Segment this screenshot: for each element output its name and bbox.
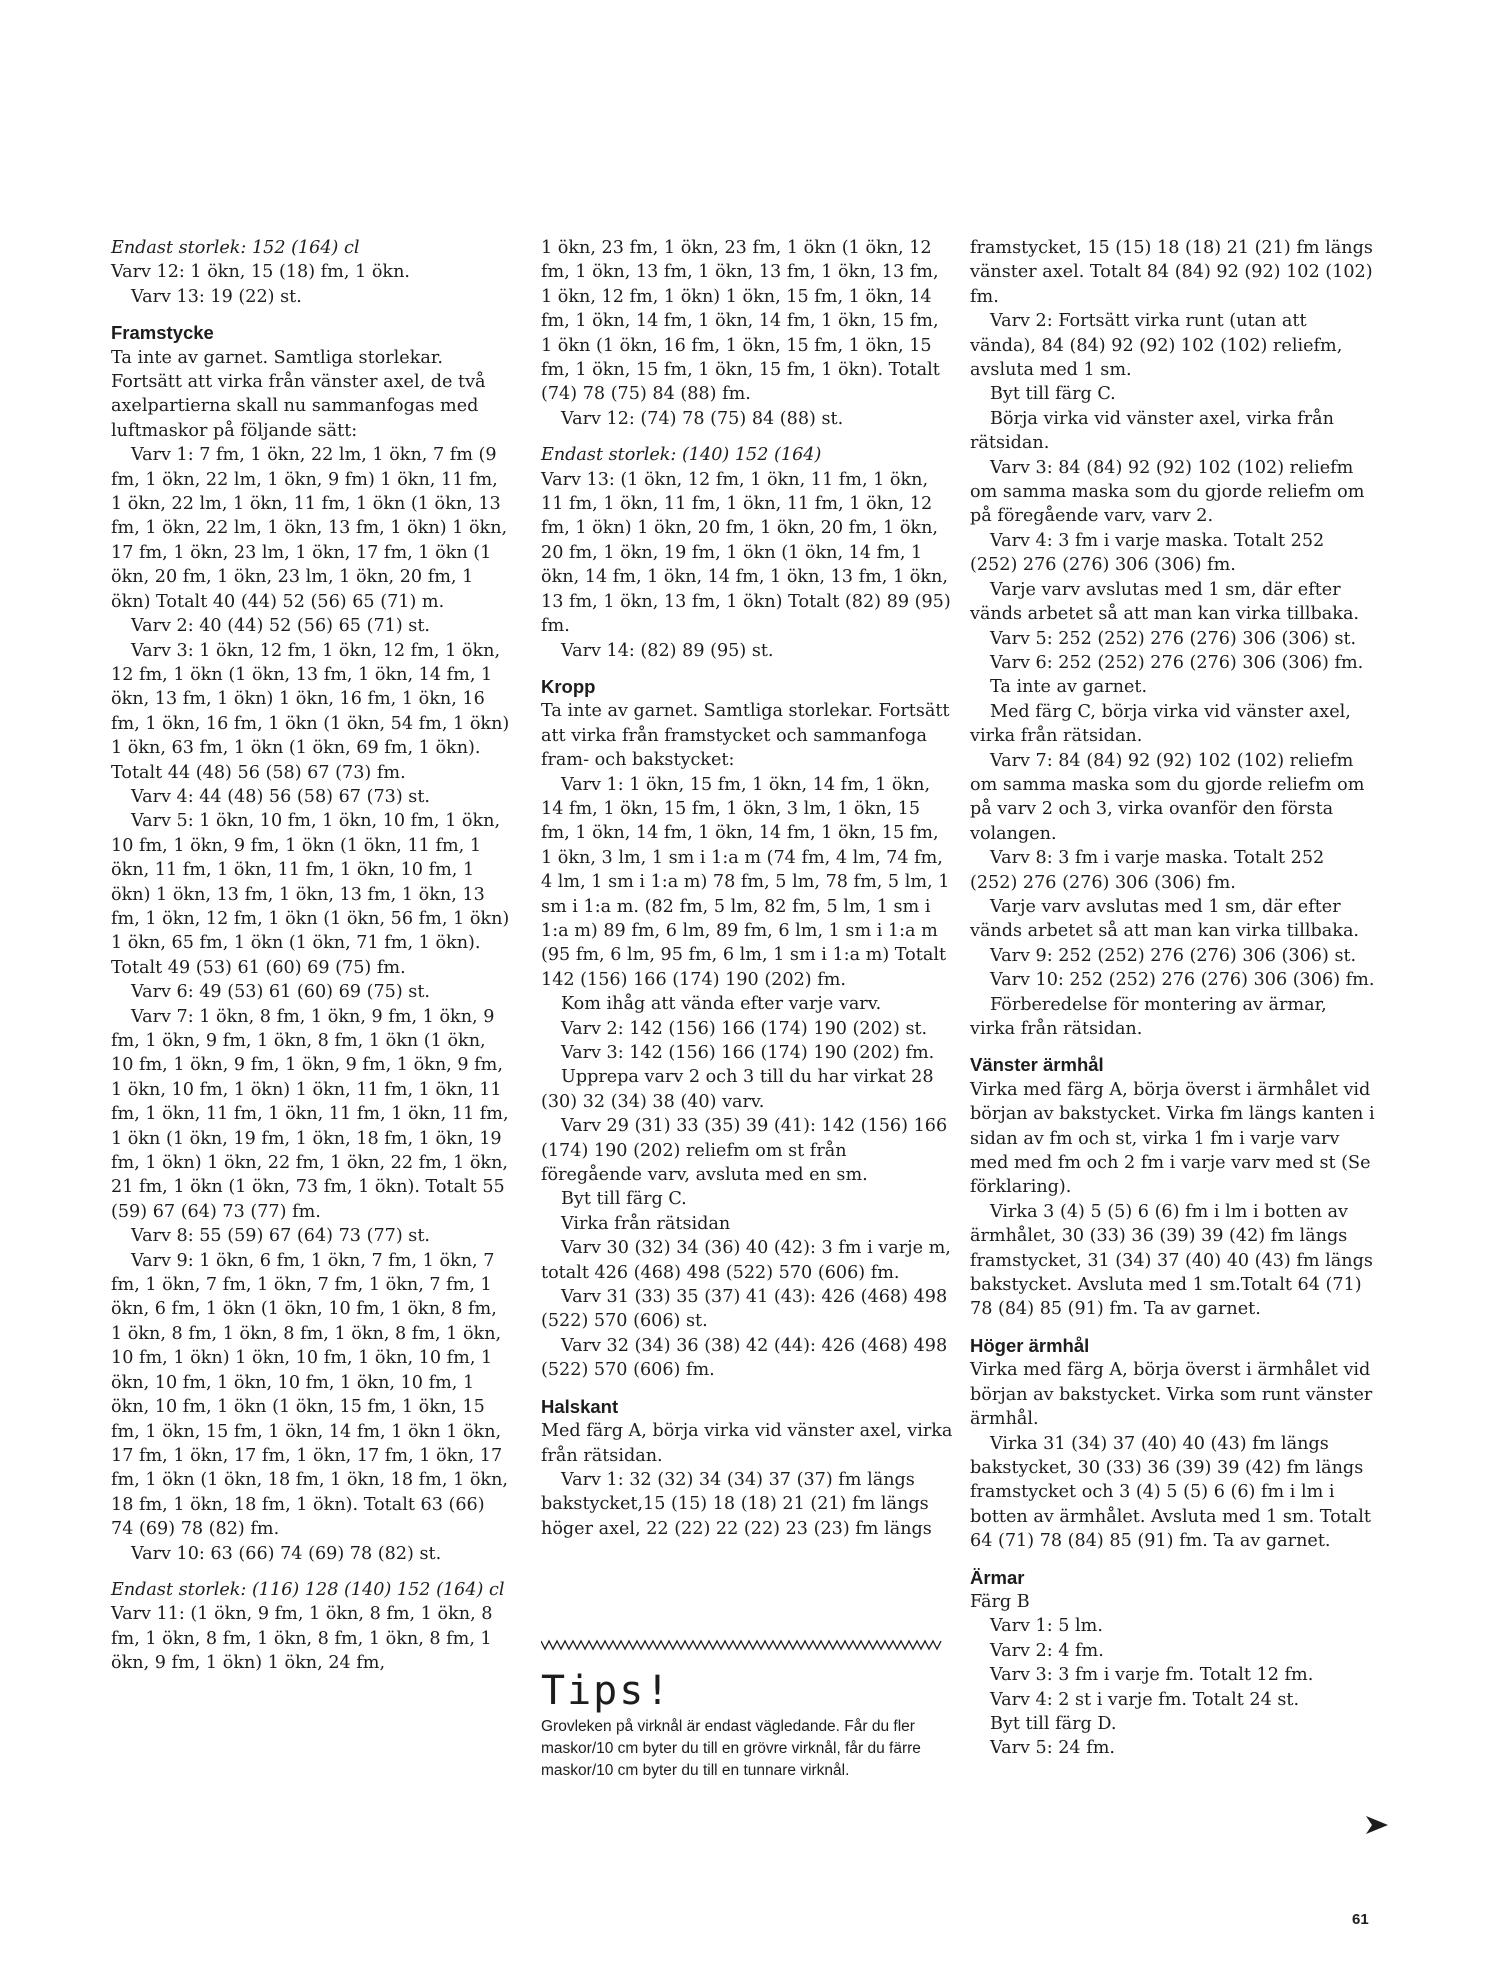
instruction-paragraph: Varv 14: (82) 89 (95) st.: [561, 640, 774, 661]
tips-box: [541, 1638, 953, 1782]
instruction-paragraph: Varv 3: 84 (84) 92 (92) 102 (102) reliefm om samma maska som du gjorde reliefm om på föregående varv, varv 2.: [970, 457, 1365, 527]
instruction-paragraph: Varv 5: 24 fm.: [990, 1738, 1116, 1759]
instruction-paragraph: Med färg A, börja virka vid vänster axel, virka från rätsidan.: [541, 1421, 953, 1466]
instruction-paragraph: Förberedelse för montering av ärmar, virka från rätsidan.: [970, 994, 1327, 1039]
instruction-paragraph: Varv 3: 3 fm i varje fm. Totalt 12 fm.: [990, 1665, 1314, 1686]
size-note: Endast storlek: (116) 128 (140) 152 (164) cl: [111, 1579, 505, 1600]
instruction-paragraph: Varv 29 (31) 33 (35) 39 (41): 142 (156) 166 (174) 190 (202) reliefm om st från föregående varv, avsluta med en sm.: [541, 1116, 948, 1186]
instruction-paragraph: Varv 8: 3 fm i varje maska. Totalt 252 (252) 276 (276) 306 (306) fm.: [970, 848, 1325, 893]
instruction-paragraph: Kom ihåg att vända efter varje varv.: [561, 994, 882, 1015]
instruction-paragraph: Byt till färg C.: [561, 1189, 687, 1210]
instruction-paragraph: Ta inte av garnet. Samtliga storlekar. Fortsätt att virka från framstycket och sammanfoga fram- och bakstycket:: [541, 701, 950, 771]
instruction-paragraph: Varv 5: 252 (252) 276 (276) 306 (306) st.: [990, 628, 1357, 649]
instruction-paragraph: Varv 10: 63 (66) 74 (69) 78 (82) st.: [131, 1543, 442, 1564]
instruction-paragraph: Varv 3: 142 (156) 166 (174) 190 (202) fm.: [561, 1043, 935, 1063]
instruction-paragraph: Varv 8: 55 (59) 67 (64) 73 (77) st.: [131, 1226, 430, 1247]
instruction-paragraph: Varv 1: 7 fm, 1 ökn, 22 lm, 1 ökn, 7 fm (9 fm, 1 ökn, 22 lm, 1 ökn, 9 fm) 1 ökn, 11 fm, 1 ökn, 22 lm, 1 ökn, 11 fm, 1 ökn (1 ökn, 13 fm, 1 ökn, 22 lm, 1 ökn, 13 fm, 1 ökn) 1 ökn, 17 fm, 1 ökn, 23 lm, 1 ökn, 17 fm, 1 ökn (1 ökn, 20 fm, 1 ökn, 23 lm, 1 ökn, 20 fm, 1 ökn) Totalt 40 (44) 52 (56) 65 (71) m.: [111, 445, 508, 612]
text-column-3: [970, 236, 1375, 1761]
instruction-paragraph: Varv 1: 5 lm.: [990, 1616, 1103, 1637]
instruction-paragraph: Varv 10: 252 (252) 276 (276) 306 (306) fm.: [990, 970, 1375, 991]
text-column-2: [541, 236, 953, 1541]
zigzag-divider: [541, 1638, 945, 1652]
section-heading: Halskant: [541, 1395, 619, 1417]
instruction-paragraph: Varv 6: 252 (252) 276 (276) 306 (306) fm.: [990, 652, 1364, 673]
tips-title: Tips!: [541, 1668, 672, 1714]
instruction-paragraph: Varv 11: (1 ökn, 9 fm, 1 ökn, 8 fm, 1 ökn, 8 fm, 1 ökn, 8 fm, 1 ökn, 8 fm, 1 ökn, 8 fm, 1 ökn, 9 fm, 1 ökn) 1 ökn, 24 fm,: [111, 1604, 493, 1674]
instruction-paragraph: Varv 2: 4 fm.: [990, 1640, 1104, 1661]
instruction-paragraph: 1 ökn, 23 fm, 1 ökn, 23 fm, 1 ökn (1 ökn, 12 fm, 1 ökn, 13 fm, 1 ökn, 13 fm, 1 ökn, 13 fm, 1 ökn, 12 fm, 1 ökn) 1 ökn, 15 fm, 1 ökn, 14 fm, 1 ökn, 14 fm, 1 ökn, 14 fm, 1 ökn, 15 fm, 1 ökn (1 ökn, 16 fm, 1 ökn, 15 fm, 1 ökn, 15 fm, 1 ökn, 15 fm, 1 ökn, 15 fm, 1 ökn). Totalt (74) 78 (75) 84 (88) fm.: [541, 238, 940, 405]
size-note: Endast storlek: (140) 152 (164): [541, 445, 822, 466]
instruction-paragraph: Varv 31 (33) 35 (37) 41 (43): 426 (468) 498 (522) 570 (606) st.: [541, 1287, 948, 1332]
instruction-paragraph: Varv 3: 1 ökn, 12 fm, 1 ökn, 12 fm, 1 ökn, 12 fm, 1 ökn (1 ökn, 13 fm, 1 ökn, 14 fm, 1 ökn, 13 fm, 1 ökn) 1 ökn, 16 fm, 1 ökn, 16 fm, 1 ökn, 16 fm, 1 ökn (1 ökn, 54 fm, 1 ökn) 1 ökn, 63 fm, 1 ökn (1 ökn, 69 fm, 1 ökn). Totalt 44 (48) 56 (58) 67 (73) fm.: [111, 640, 510, 783]
instruction-paragraph: Varv 13: 19 (22) st.: [131, 286, 302, 307]
instruction-paragraph: Varv 1: 1 ökn, 15 fm, 1 ökn, 14 fm, 1 ökn, 14 fm, 1 ökn, 15 fm, 1 ökn, 3 lm, 1 ökn, 15 fm, 1 ökn, 14 fm, 1 ökn, 14 fm, 1 ökn, 15 fm, 1 ökn, 3 lm, 1 sm i 1:a m (74 fm, 4 lm, 74 fm, 4 lm, 1 sm i 1:a m) 78 fm, 5 lm, 78 fm, 5 lm, 1 sm i 1:a m. (82 fm, 5 lm, 82 fm, 5 lm, 1 sm i 1:a m) 89 fm, 6 lm, 89 fm, 6 lm, 1 sm i 1:a m (95 fm, 6 lm, 95 fm, 6 lm, 1 sm i 1:a m) Totalt 142 (156) 166 (174) 190 (202) fm.: [541, 774, 950, 990]
instruction-paragraph: framstycket, 15 (15) 18 (18) 21 (21) fm längs vänster axel. Totalt 84 (84) 92 (92) 102 (102) fm.: [970, 238, 1373, 307]
instruction-paragraph: Varje varv avslutas med 1 sm, där efter vänds arbetet så att man kan virka tillbaka.: [970, 896, 1360, 942]
instruction-paragraph: Färg B: [970, 1591, 1030, 1612]
instruction-paragraph: Virka 3 (4) 5 (5) 6 (6) fm i lm i botten av ärmhålet, 30 (33) 36 (39) 39 (42) fm längs framstycket, 31 (34) 37 (40) 40 (43) fm längs bakstycket. Avsluta med 1 sm.Totalt 64 (71) 78 (84) 85 (91) fm. Ta av garnet.: [970, 1201, 1373, 1320]
instruction-paragraph: Virka med färg A, börja överst i ärmhålet vid början av bakstycket. Virka fm längs kanten i sidan av fm och st, virka 1 fm i varje varv med med fm och 2 fm i varje varv med st (Se förklaring).: [970, 1079, 1375, 1198]
instruction-paragraph: Varv 30 (32) 34 (36) 40 (42): 3 fm i varje m, totalt 426 (468) 498 (522) 570 (606) fm.: [541, 1238, 951, 1283]
instruction-paragraph: Varv 6: 49 (53) 61 (60) 69 (75) st.: [131, 982, 430, 1003]
instruction-paragraph: Varv 4: 2 st i varje fm. Totalt 24 st.: [990, 1689, 1300, 1710]
instruction-paragraph: Byt till färg D.: [990, 1713, 1117, 1734]
instruction-paragraph: Varv 13: (1 ökn, 12 fm, 1 ökn, 11 fm, 1 ökn, 11 fm, 1 ökn, 11 fm, 1 ökn, 11 fm, 1 ökn, 12 fm, 1 ökn) 1 ökn, 20 fm, 1 ökn, 20 fm, 1 ökn, 20 fm, 1 ökn, 19 fm, 1 ökn (1 ökn, 14 fm, 1 ökn, 14 fm, 1 ökn, 14 fm, 1 ökn, 13 fm, 1 ökn, 13 fm, 1 ökn, 13 fm, 1 ökn) Totalt (82) 89 (95) fm.: [541, 469, 951, 637]
instruction-paragraph: Varv 9: 1 ökn, 6 fm, 1 ökn, 7 fm, 1 ökn, 7 fm, 1 ökn, 7 fm, 1 ökn, 7 fm, 1 ökn, 7 fm, 1 ökn, 6 fm, 1 ökn (1 ökn, 10 fm, 1 ökn, 8 fm, 1 ökn, 8 fm, 1 ökn, 8 fm, 1 ökn, 8 fm, 1 ökn, 10 fm, 1 ökn) 1 ökn, 10 fm, 1 ökn, 10 fm, 1 ökn, 10 fm, 1 ökn, 10 fm, 1 ökn, 10 fm, 1 ökn, 10 fm, 1 ökn (1 ökn, 15 fm, 1 ökn, 15 fm, 1 ökn, 15 fm, 1 ökn, 14 fm, 1 ökn 1 ökn, 17 fm, 1 ökn, 17 fm, 1 ökn, 17 fm, 1 ökn, 17 fm, 1 ökn (1 ökn, 18 fm, 1 ökn, 18 fm, 1 ökn, 18 fm, 1 ökn, 18 fm, 1 ökn). Totalt 63 (66) 74 (69) 78 (82) fm.: [111, 1250, 509, 1540]
instruction-paragraph: Varv 2: Fortsätt virka runt (utan att vända), 84 (84) 92 (92) 102 (102) reliefm, avsluta med 1 sm.: [970, 311, 1343, 381]
section-heading: Kropp: [541, 675, 596, 697]
continue-arrow-icon: [1366, 1816, 1388, 1834]
instruction-paragraph: Varv 1: 32 (32) 34 (34) 37 (37) fm längs bakstycket,15 (15) 18 (18) 21 (21) fm längs höger axel, 22 (22) 22 (22) 23 (23) fm längs: [541, 1469, 932, 1539]
instruction-paragraph: Varv 7: 1 ökn, 8 fm, 1 ökn, 9 fm, 1 ökn, 9 fm, 1 ökn, 9 fm, 1 ökn, 8 fm, 1 ökn (1 ökn, 10 fm, 1 ökn, 9 fm, 1 ökn, 9 fm, 1 ökn, 9 fm, 1 ökn, 10 fm, 1 ökn) 1 ökn, 11 fm, 1 ökn, 11 fm, 1 ökn, 11 fm, 1 ökn, 11 fm, 1 ökn, 11 fm, 1 ökn (1 ökn, 19 fm, 1 ökn, 18 fm, 1 ökn, 19 fm, 1 ökn) 1 ökn, 22 fm, 1 ökn, 22 fm, 1 ökn, 21 fm, 1 ökn (1 ökn, 73 fm, 1 ökn). Totalt 55 (59) 67 (64) 73 (77) fm.: [111, 1006, 509, 1222]
instruction-paragraph: Varv 9: 252 (252) 276 (276) 306 (306) st.: [990, 945, 1357, 966]
section-heading: Framstycke: [111, 322, 214, 344]
section-heading: Höger ärmhål: [970, 1334, 1090, 1356]
section-heading: Vänster ärmhål: [970, 1054, 1104, 1076]
instruction-paragraph: Varv 5: 1 ökn, 10 fm, 1 ökn, 10 fm, 1 ökn, 10 fm, 1 ökn, 9 fm, 1 ökn (1 ökn, 11 fm, 1 ökn, 11 fm, 1 ökn, 11 fm, 1 ökn, 10 fm, 1 ökn) 1 ökn, 13 fm, 1 ökn, 13 fm, 1 ökn, 13 fm, 1 ökn, 12 fm, 1 ökn (1 ökn, 56 fm, 1 ökn) 1 ökn, 65 fm, 1 ökn (1 ökn, 71 fm, 1 ökn). Totalt 49 (53) 61 (60) 69 (75) fm.: [111, 811, 510, 978]
instruction-paragraph: Varv 12: (74) 78 (75) 84 (88) st.: [561, 408, 844, 429]
page-number: 61: [1352, 1911, 1369, 1928]
instruction-paragraph: Virka med färg A, börja överst i ärmhålet vid början av bakstycket. Virka som runt vänster ärmhål.: [970, 1360, 1373, 1430]
section-heading: Ärmar: [970, 1566, 1025, 1588]
instruction-paragraph: Varv 4: 44 (48) 56 (58) 67 (73) st.: [131, 786, 430, 807]
instruction-paragraph: Ta inte av garnet.: [990, 677, 1148, 698]
instruction-paragraph: Med färg C, börja virka vid vänster axel, virka från rätsidan.: [970, 701, 1351, 747]
instruction-paragraph: Virka 31 (34) 37 (40) 40 (43) fm längs bakstycket, 30 (33) 36 (39) 39 (42) fm längs framstycket och 3 (4) 5 (5) 6 (6) fm i lm i botten av ärmhålet. Avsluta med 1 sm. Totalt 64 (71) 78 (84) 85 (91) fm. Ta av garnet.: [970, 1433, 1371, 1552]
instruction-paragraph: Byt till färg C.: [990, 384, 1116, 405]
instruction-paragraph: Varv 12: 1 ökn, 15 (18) fm, 1 ökn.: [111, 262, 411, 283]
instruction-paragraph: Varv 2: 40 (44) 52 (56) 65 (71) st.: [131, 616, 430, 637]
text-column-1: [111, 236, 511, 1676]
instruction-paragraph: Ta inte av garnet. Samtliga storlekar. Fortsätt att virka från vänster axel, de två axelpartierna skall nu sammanfogas med luftmaskor på följande sätt:: [111, 347, 486, 441]
instruction-paragraph: Varv 32 (34) 36 (38) 42 (44): 426 (468) 498 (522) 570 (606) fm.: [541, 1335, 948, 1381]
instruction-paragraph: Varje varv avslutas med 1 sm, där efter vänds arbetet så att man kan virka tillbaka.: [970, 579, 1360, 625]
size-note: Endast storlek: 152 (164) cl: [111, 238, 360, 258]
instruction-paragraph: Varv 2: 142 (156) 166 (174) 190 (202) st.: [561, 1018, 928, 1039]
tips-text: Grovleken på virknål är endast vägledande. Får du fler maskor/10 cm byter du till en grövre virknål, får du färre maskor/10 cm byter du till en tunnare virknål.: [541, 1718, 921, 1779]
instruction-paragraph: Varv 7: 84 (84) 92 (92) 102 (102) reliefm om samma maska som du gjorde reliefm om på varv 2 och 3, virka ovanför den första volangen.: [970, 750, 1365, 844]
instruction-paragraph: Börja virka vid vänster axel, virka från rätsidan.: [970, 408, 1334, 454]
instruction-paragraph: Virka från rätsidan: [561, 1213, 731, 1234]
instruction-paragraph: Varv 4: 3 fm i varje maska. Totalt 252 (252) 276 (276) 306 (306) fm.: [970, 530, 1325, 576]
instruction-paragraph: Upprepa varv 2 och 3 till du har virkat 28 (30) 32 (34) 38 (40) varv.: [541, 1067, 934, 1112]
